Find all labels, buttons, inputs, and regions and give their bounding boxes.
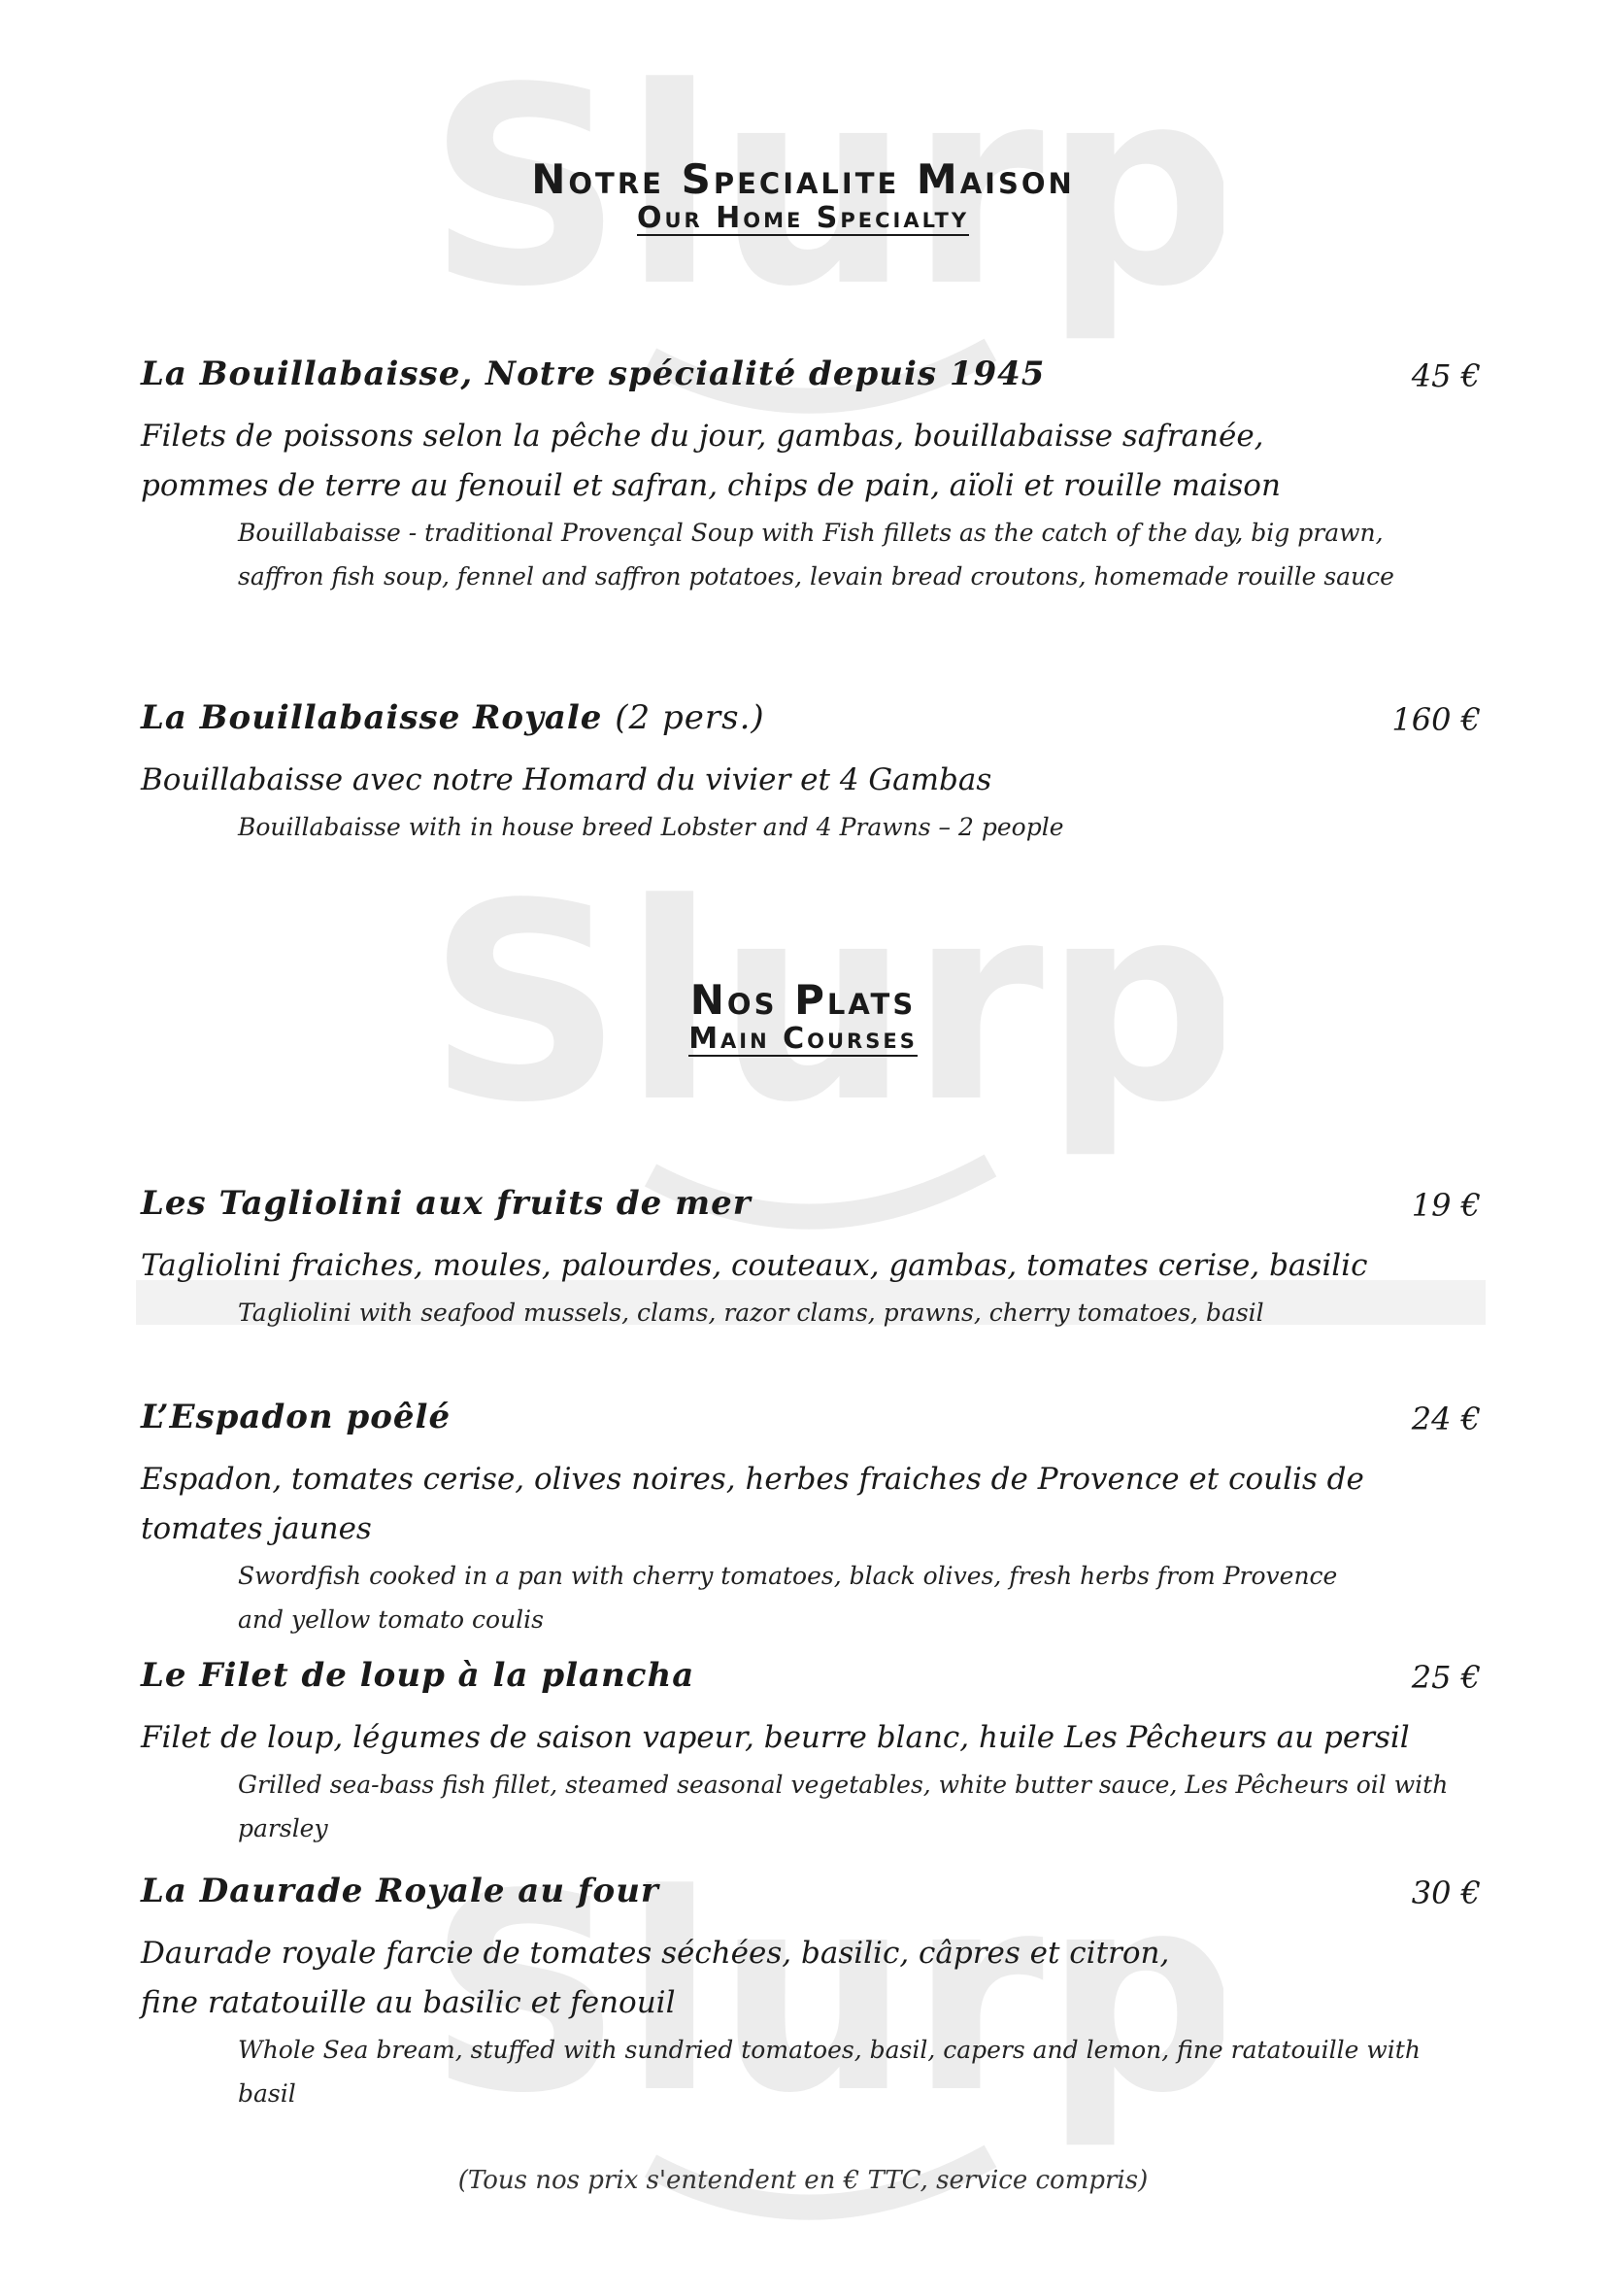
svg-text:Slurpy: Slurp	[427, 39, 1223, 347]
dish-espadon	[141, 1398, 1481, 1641]
dish-name: La Bouillabaisse Royale (2 pers.)	[141, 698, 765, 737]
dish-translation: Tagliolini with seafood mussels, clams, razor clams, prawns, cherry tomatoes, basil	[238, 1299, 1264, 1327]
dish-price: 30 €	[1411, 1874, 1481, 1911]
dish-bouillabaisse-royale	[141, 698, 1481, 849]
dish-price: 45 €	[1411, 357, 1481, 394]
svg-text:Slurpy: Slurp	[427, 855, 1223, 1163]
dish-note: (2 pers.)	[615, 698, 765, 737]
dish-name: La Daurade Royale au four	[141, 1872, 659, 1910]
dish-translation: Grilled sea-bass fish fillet, steamed seasonal vegetables, white butter sauce, Les Pêcheurs oil with parsley	[238, 1771, 1449, 1842]
dish-price: 160 €	[1391, 701, 1481, 738]
dish-price: 24 €	[1411, 1401, 1481, 1437]
dish-translation: Bouillabaisse - traditional Provençal Soup with Fish fillets as the catch of the day, big prawn, saffron fish soup, fennel and saffron potatoes, levain bread croutons, homemade rouille sauce	[238, 519, 1394, 591]
dish-translation: Swordfish cooked in a pan with cherry tomatoes, black olives, fresh herbs from Provence and yellow tomato coulis	[238, 1562, 1338, 1634]
section-subheading: Our Home Specialty	[636, 201, 970, 235]
section-heading: Notre Specialite Maison	[531, 155, 1075, 203]
dish-loup	[141, 1656, 1481, 1850]
dish-name: La Bouillabaisse, Notre spécialité depuis 1945	[141, 355, 1046, 393]
dish-tagliolini	[141, 1184, 1481, 1334]
dish-translation: Bouillabaisse with in house breed Lobster and 4 Prawns – 2 people	[238, 813, 1064, 841]
dish-bouillabaisse	[141, 357, 1481, 598]
section-title-mains	[0, 976, 1606, 1057]
section-subheading: Main Courses	[688, 1022, 918, 1056]
dish-description: Filets de poissons selon la pêche du jour, gambas, bouillabaisse safranée, pommes de terre au fenouil et safran, chips de pain, aïoli et rouille maison	[141, 419, 1281, 503]
section-title-specialty	[0, 155, 1606, 236]
dish-name: Le Filet de loup à la plancha	[141, 1656, 695, 1695]
svg-text:Slurpy: Slurp	[427, 1845, 1223, 2153]
dish-name: L’Espadon poêlé	[141, 1398, 452, 1436]
dish-daurade	[141, 1874, 1481, 2115]
dish-price: 19 €	[1411, 1187, 1481, 1224]
dish-price: 25 €	[1411, 1659, 1481, 1696]
dish-description: Daurade royale farcie de tomates séchées, basilic, câpres et citron, fine ratatouille au basilic et fenouil	[141, 1936, 1170, 2020]
dish-description: Filet de loup, légumes de saison vapeur, beurre blanc, huile Les Pêcheurs au persil	[141, 1720, 1410, 1755]
price-footnote: (Tous nos prix s'entendent en € TTC, service compris)	[457, 2166, 1149, 2195]
dish-name: Les Tagliolini aux fruits de mer	[141, 1184, 752, 1223]
dish-description: Bouillabaisse avec notre Homard du vivier et 4 Gambas	[141, 762, 992, 797]
dish-description: Espadon, tomates cerise, olives noires, herbes fraiches de Provence et coulis de tomates jaunes	[141, 1462, 1364, 1546]
dish-translation: Whole Sea bream, stuffed with sundried tomatoes, basil, capers and lemon, fine ratatouille with basil	[238, 2036, 1421, 2108]
section-heading: Nos Plats	[689, 976, 917, 1024]
dish-description: Tagliolini fraiches, moules, palourdes, couteaux, gambas, tomates cerise, basilic	[141, 1248, 1368, 1283]
